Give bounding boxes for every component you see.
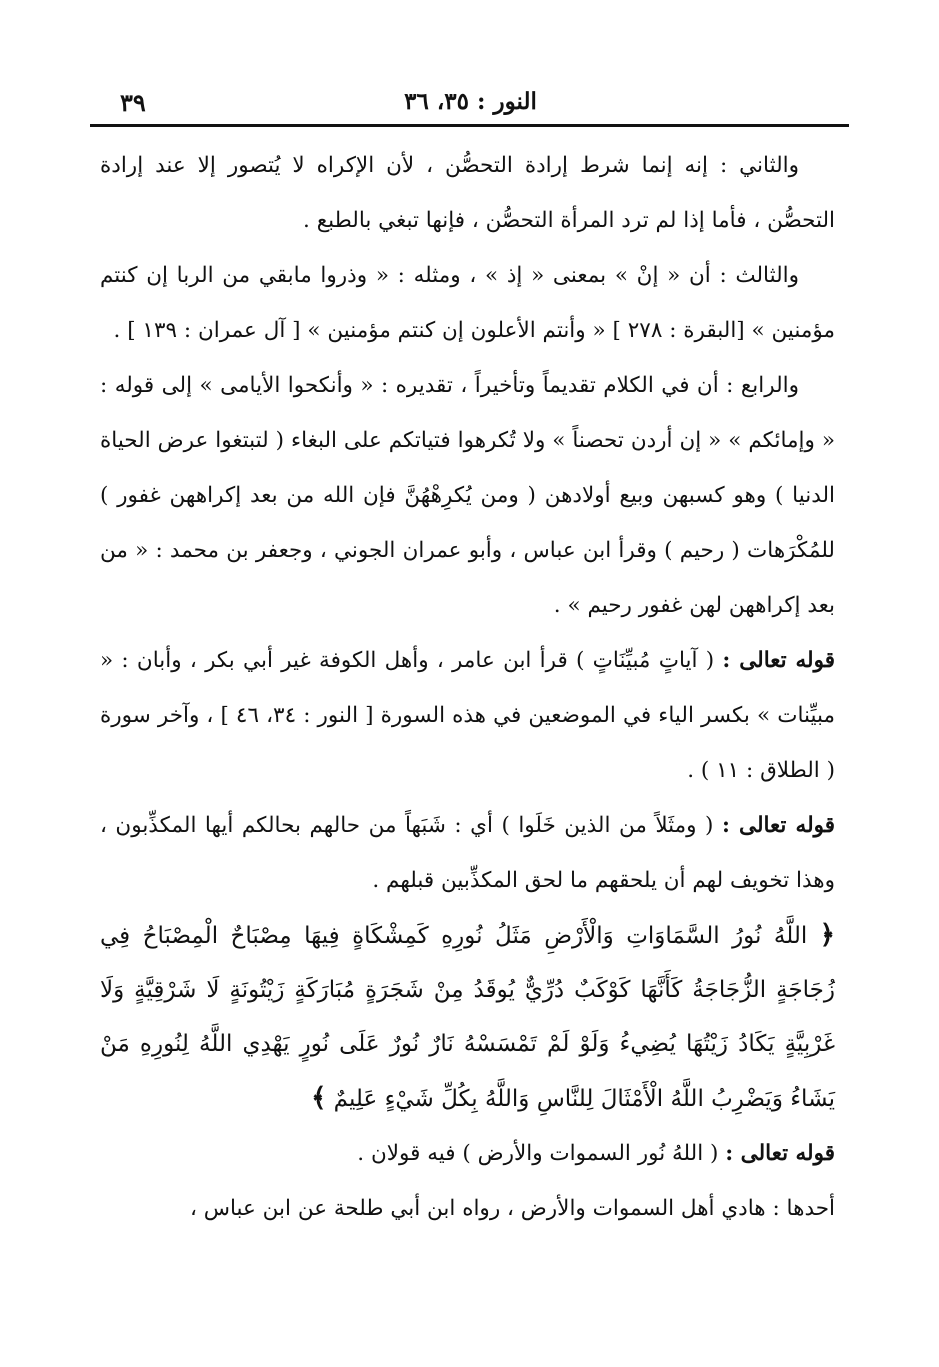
verse-text: اللَّهُ نُورُ السَّمَاوَاتِ وَالْأَرْضِ مَثَلُ نُورِهِ كَمِشْكَاةٍ فِيهَا مِصْبَاحٌ الْمِصْبَاحُ فِي زُجَاجَةٍ الزُّجَاجَةُ كَأَنَّهَا كَوْكَبٌ دُرِّيٌّ يُوقَدُ مِنْ شَجَرَةٍ مُبَارَكَةٍ زَيْتُونَةٍ لَا شَرْقِيَّةٍ وَلَا غَرْبِيَّةٍ يَكَادُ زَيْتُهَا يُضِيءُ وَلَوْ لَمْ تَمْسَسْهُ نَارٌ نُورٌ عَلَى نُورٍ يَهْدِي اللَّهُ لِنُورِهِ مَنْ يَشَاءُ وَيَضْرِبُ اللَّهُ الْأَمْثَالَ لِلنَّاسِ وَاللَّهُ بِكُلِّ شَيْءٍ عَلِيمٌ: [100, 923, 835, 1112]
verse-close-bracket: ﴾: [311, 1083, 327, 1113]
verse-open-bracket: ﴿: [819, 920, 835, 950]
paragraph-text: والرابع : أن في الكلام تقديماً وتأخيراً ، تقديره : « وأنكحوا الأيامى » إلى قوله : « وإمائكم » « إن أردن تحصناً » ولا تُكرهوا فتياتكم على البغاء ( لتبتغوا عرض الحياة الدنيا ) وهو كسبهن وبيع أولادهن ( ومن يُكرِهْهُنَّ فإن الله من بعد إكراههن غفور ) للمُكْرَهات ( رحيم ) وقرأ ابن عباس ، وأبو عمران الجوني ، وجعفر بن محمد : « من بعد إكراههن لهن غفور رحيم » .: [100, 373, 835, 618]
page-number: ٣٩: [120, 88, 146, 117]
paragraph-lead: قوله تعالى :: [721, 813, 836, 838]
paragraph-text: والثاني : إنه إنما شرط إرادة التحصُّن ، لأن الإكراه لا يُتصور إلا عند إرادة التحصُّن ، فأما إذا لم ترد المرأة التحصُّن ، فإنها تبغي بالطبع .: [100, 153, 835, 233]
paragraph-text: ( ومثَلاً من الذين خَلَوا ) أي : شَبَهاً من حالهم بحالكم أيها المكذِّبون ، وهذا تخويف لهم أن يلحقهم ما لحق المكذِّبين قبلهم .: [100, 813, 835, 893]
paragraph-text: والثالث : أن « إنْ » بمعنى « إذ » ، ومثله : « وذروا مابقي من الربا إن كنتم مؤمنين » [البقرة : ٢٧٨ ] « وأنتم الأعلون إن كنتم مؤمنين » [ آل عمران : ١٣٩ ] .: [100, 263, 835, 343]
paragraph-lead: قوله تعالى :: [722, 648, 835, 673]
header-divider: [90, 124, 849, 127]
paragraph-second-view: [100, 138, 835, 248]
paragraph-text: ( اللهُ نُور السموات والأرض ) فيه قولان .: [357, 1141, 719, 1166]
page-body: [100, 138, 835, 1327]
page-header: [92, 82, 849, 122]
paragraph-text: أحدها : هادي أهل السموات والأرض ، رواه ابن أبي طلحة عن ابن عباس ،: [189, 1196, 835, 1221]
paragraph-nur-heading: [100, 1126, 835, 1181]
paragraph-text: ( آياتٍ مُبيِّنَاتٍ ) قرأ ابن عامر ، وأهل الكوفة غير أبي بكر ، وأبان : « مبيِّنات » بكسر الياء في الموضعين في هذه السورة [ النور : ٣٤، ٤٦ ] ، وآخر سورة ( الطلاق : ١١ ) .: [100, 648, 835, 783]
paragraph-first-opinion: [100, 1181, 835, 1236]
paragraph-third-view: [100, 248, 835, 358]
paragraph-mathalan: [100, 798, 835, 908]
quran-verse: [100, 908, 835, 1126]
paragraph-ayat-mubayyinat: [100, 633, 835, 798]
paragraph-fourth-view: [100, 358, 835, 633]
paragraph-lead: قوله تعالى :: [725, 1141, 835, 1166]
running-title: النور : ٣٥، ٣٦: [404, 88, 537, 115]
